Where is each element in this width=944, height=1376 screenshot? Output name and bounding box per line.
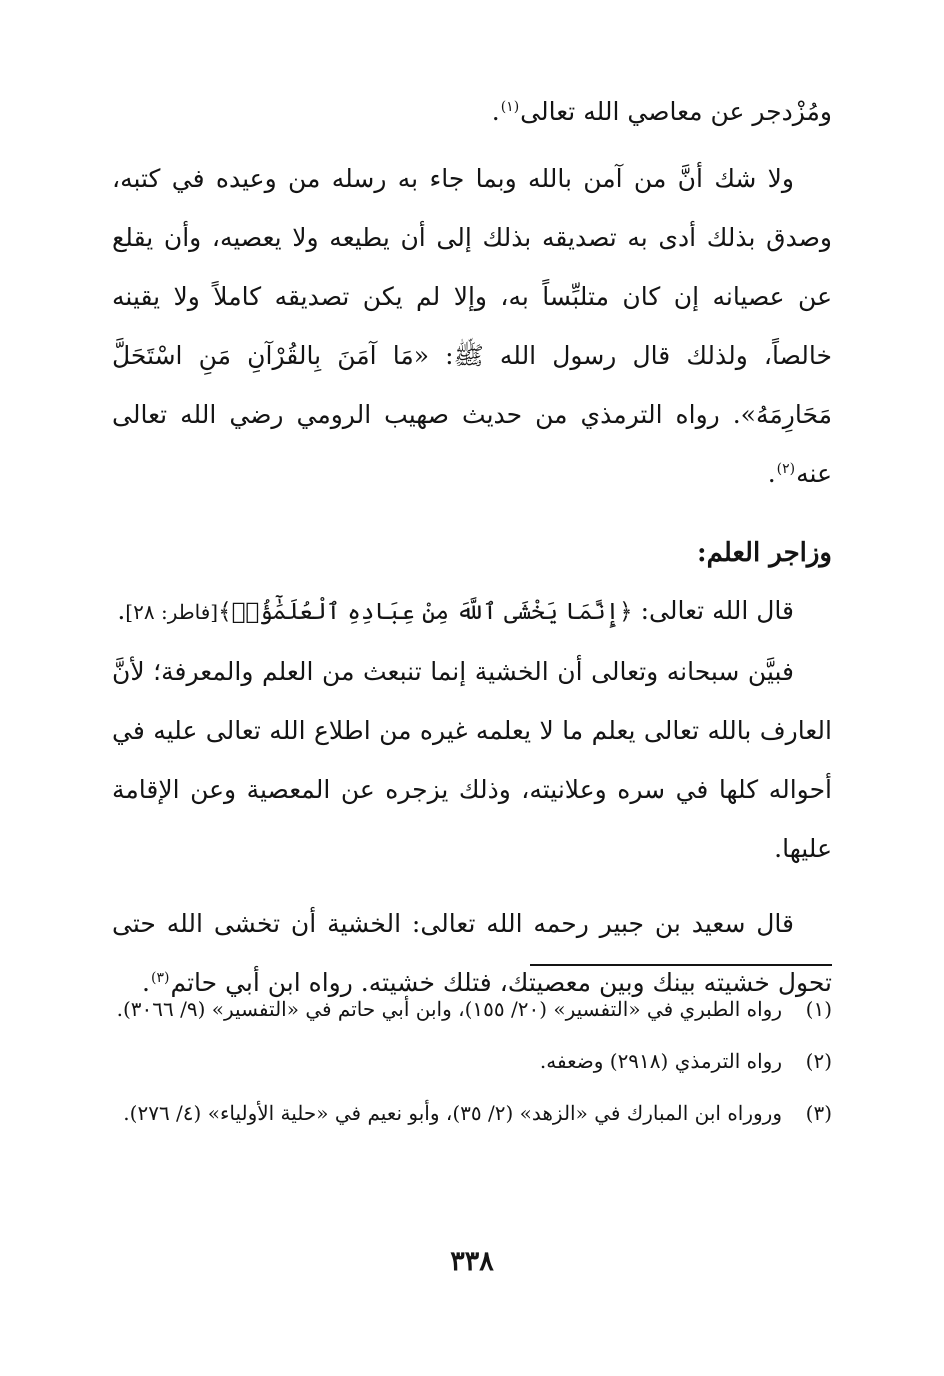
book-page (112, 82, 832, 1342)
page-number: ٣٣٨ (450, 1246, 494, 1277)
footnote-ref-2[interactable]: (٢) (776, 460, 796, 477)
paragraph-1-text: ومُزْدجر عن معاصي الله تعالى (520, 97, 832, 126)
footnote-item (112, 1094, 832, 1132)
paragraph-2-end: . (767, 459, 776, 488)
paragraph-1 (112, 82, 832, 141)
paragraph-2-text: ولا شك أنَّ من آمن بالله وبما جاء به رسله من وعيده في كتبه، وصدق بذلك أدى به تصديقه بذلك إلى أن يطيعه ولا يعصيه، وأن يقلع عن عصيانه إن كان متلبِّساً به، وإلا لم يكن تصديقه كاملاً ولا يقينه خالصاً، ولذلك قال رسول الله ﷺ: «مَا آمَنَ بِالقُرْآنِ مَنِ اسْتَحَلَّ مَحَارِمَهُ». رواه الترمذي من حديث صهيب الرومي رضي الله تعالى عنه (112, 164, 832, 488)
footnotes (112, 990, 832, 1146)
verse-reference: [فاطر: ٢٨] (125, 600, 219, 624)
footnote-number: (٢) (805, 1049, 832, 1073)
footnote-text: رواه الطبري في «التفسير» (٢٠/ ١٥٥)، وابن أبي حاتم في «التفسير» (٩/ ٣٠٦٦). (116, 997, 782, 1021)
paragraph-1-end: . (491, 97, 500, 126)
footnote-item (112, 990, 832, 1028)
footnote-ref-1[interactable]: (١) (500, 98, 520, 115)
paragraph-5-text: قال سعيد بن جبير رحمه الله تعالى: الخشية أن تخشى الله حتى تحول خشيته بينك وبين معصيتك، فتلك خشيته. رواه ابن أبي حاتم (112, 909, 832, 997)
paragraph-5-end: . (142, 968, 150, 997)
footnote-ref-3[interactable]: (٣) (150, 969, 170, 986)
section-heading: وزاجر العلم: (696, 538, 832, 568)
footnote-divider (530, 964, 832, 966)
quran-verse: ﴿إِنَّمَا يَخْشَى ٱللَّهَ مِنْ عِبَادِهِ ٱلْعُلَمَٰٓؤُا۟﴾ (218, 599, 633, 625)
footnote-text: وروراه ابن المبارك في «الزهد» (٢/ ٣٥)، وأبو نعيم في «حلية الأولياء» (٤/ ٢٧٦). (123, 1101, 782, 1125)
verse-lead: قال الله تعالى: (632, 596, 794, 625)
footnote-text: رواه الترمذي (٢٩١٨) وضعفه. (539, 1049, 782, 1073)
footnote-item (112, 1042, 832, 1080)
paragraph-2 (112, 149, 832, 503)
footnote-number: (٣) (805, 1101, 832, 1125)
quran-verse-paragraph (112, 581, 832, 642)
footnote-number: (١) (805, 997, 832, 1021)
paragraph-4: فبيَّن سبحانه وتعالى أن الخشية إنما تنبعث من العلم والمعرفة؛ لأنَّ العارف بالله تعالى يعلم ما لا يعلمه غيره من اطلاع الله تعالى عليه في أحواله كلها في سره وعلانيته، وذلك يزجره عن المعصية وعن الإقامة عليها. (112, 657, 832, 863)
verse-end: . (117, 596, 126, 625)
